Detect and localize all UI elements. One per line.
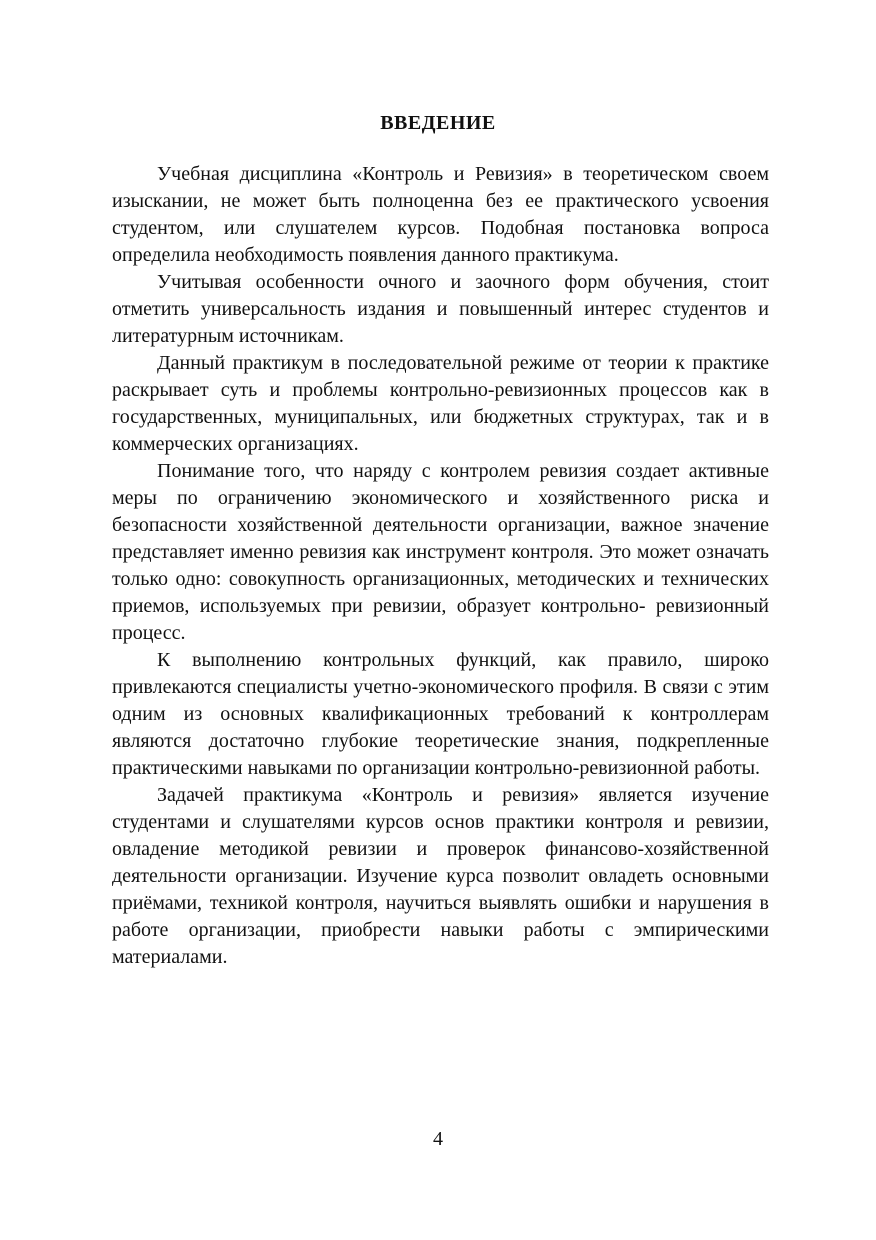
paragraph-5: К выполнению контрольных функций, как правило, широко привлекаются специалисты учетно-экономического профиля. В связи с этим одним из основных квалификационных требований к контроллерам являются достаточно глубокие теоретические знания, подкрепленные практическими навыками по организации контрольно-ревизионной работы. bbox=[112, 649, 769, 779]
page-number: 4 bbox=[433, 1128, 443, 1150]
paragraph-3: Данный практикум в последовательной режиме от теории к практике раскрывает суть и проблемы контрольно-ревизионных процессов как в государственных, муниципальных, или бюджетных структурах, так и в коммерческих организациях. bbox=[112, 352, 769, 455]
paragraph-6: Задачей практикума «Контроль и ревизия» является изучение студентами и слушателями курсов основ практики контроля и ревизии, овладение методикой ревизии и проверок финансово-хозяйственной деятельности организации. Изучение курса позволит овладеть основными приёмами, техникой контроля, научиться выявлять ошибки и нарушения в работе организации, приобрести навыки работы с эмпирическими материалами. bbox=[112, 784, 769, 968]
body-text bbox=[112, 161, 769, 971]
page-title: ВВЕДЕНИЕ bbox=[380, 112, 496, 134]
paragraph-4: Понимание того, что наряду с контролем ревизия создает активные меры по ограничению экономического и хозяйственного риска и безопасности хозяйственной деятельности организации, важное значение представляет именно ревизия как инструмент контроля. Это может означать только одно: совокупность организационных, методических и технических приемов, используемых при ревизии, образует контрольно- ревизионный процесс. bbox=[112, 460, 769, 644]
paragraph-1: Учебная дисциплина «Контроль и Ревизия» в теоретическом своем изыскании, не может быть полноценна без ее практического усвоения студентом, или слушателем курсов. Подобная постановка вопроса определила необходимость появления данного практикума. bbox=[112, 163, 769, 266]
paragraph-2: Учитывая особенности очного и заочного форм обучения, стоит отметить универсальность издания и повышенный интерес студентов и литературным источникам. bbox=[112, 271, 769, 347]
